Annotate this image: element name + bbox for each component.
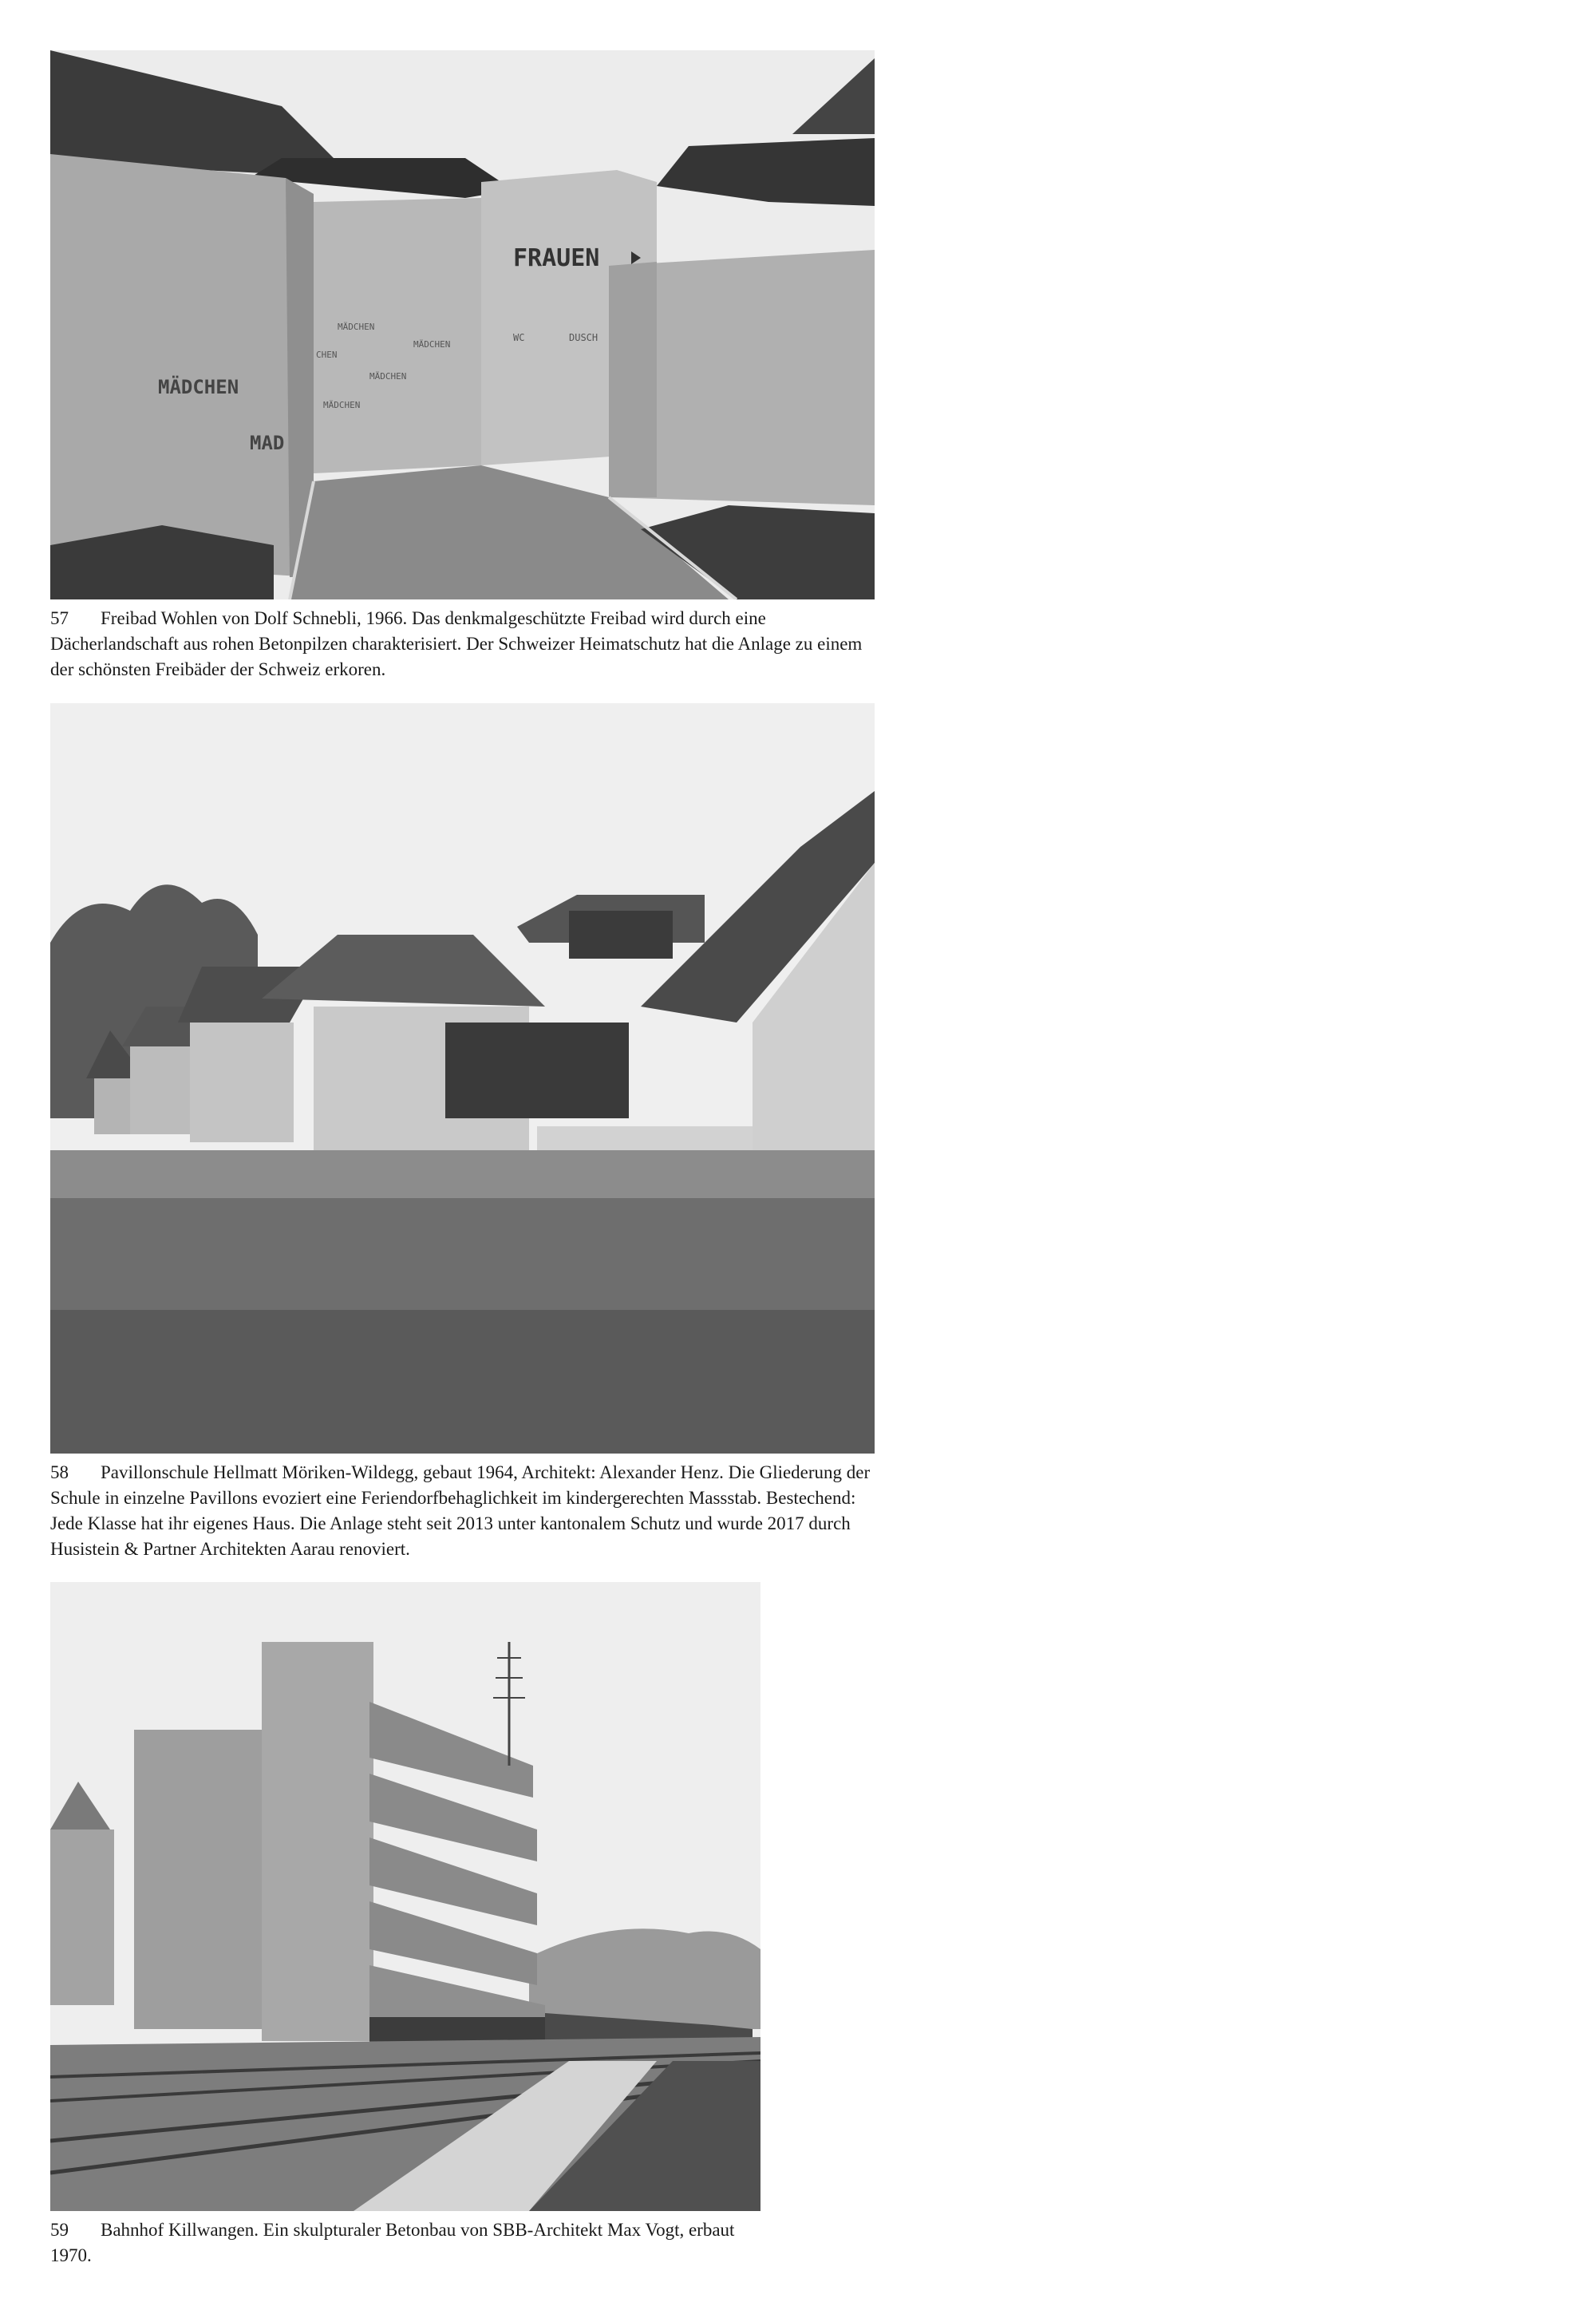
sign-wc: WC: [513, 332, 525, 343]
figure-number: 58: [50, 1462, 69, 1482]
sign-maedchen-4: MÄDCHEN: [323, 400, 361, 410]
photo-bahnhof-killwangen: [50, 1582, 760, 2211]
figure-number: 57: [50, 608, 69, 628]
sign-maedchen-3: MÄDCHEN: [369, 371, 407, 382]
figure-number: 59: [50, 2220, 69, 2240]
sign-chen: CHEN: [316, 350, 338, 360]
caption-text: Pavillonschule Hellmatt Möriken-Wildegg, gebaut 1964, Architekt: Alexander Henz. Die Gliederung der Schule in einzelne Pavillons evoziert eine Feriendorfbehaglichkeit im kindergerechten Massstab. Bestechend: Jede Klasse hat ihr eigenes Haus. Die Anlage steht seit 2013 unter kantonalem Schutz und wurde 2017 durch Husistein & Partner Architekten Aarau renoviert.: [50, 1462, 871, 1559]
sign-maedchen-2: MÄDCHEN: [413, 339, 451, 350]
sign-mad: MAD: [250, 432, 285, 454]
caption-text: Bahnhof Killwangen. Ein skulpturaler Betonbau von SBB-Architekt Max Vogt, erbaut 1970.: [50, 2220, 735, 2265]
sign-maedchen-1: MÄDCHEN: [338, 322, 375, 332]
photo-pavillonschule-hellmatt: [50, 703, 875, 1454]
caption-figure-59: [50, 2217, 768, 2269]
sign-frauen: FRAUEN: [513, 244, 600, 272]
photo-freibad-wohlen: [50, 50, 875, 599]
caption-figure-57: [50, 606, 880, 682]
sign-dusche: DUSCH: [569, 332, 598, 343]
caption-figure-58: [50, 1460, 880, 1562]
caption-text: Freibad Wohlen von Dolf Schnebli, 1966. Das denkmalgeschützte Freibad wird durch eine Dächerlandschaft aus rohen Betonpilzen charakterisiert. Der Schweizer Heimatschutz hat die Anlage zu einem der schönsten Freibäder der Schweiz erkoren.: [50, 608, 863, 679]
sign-maedchen-large: MÄDCHEN: [158, 376, 239, 398]
